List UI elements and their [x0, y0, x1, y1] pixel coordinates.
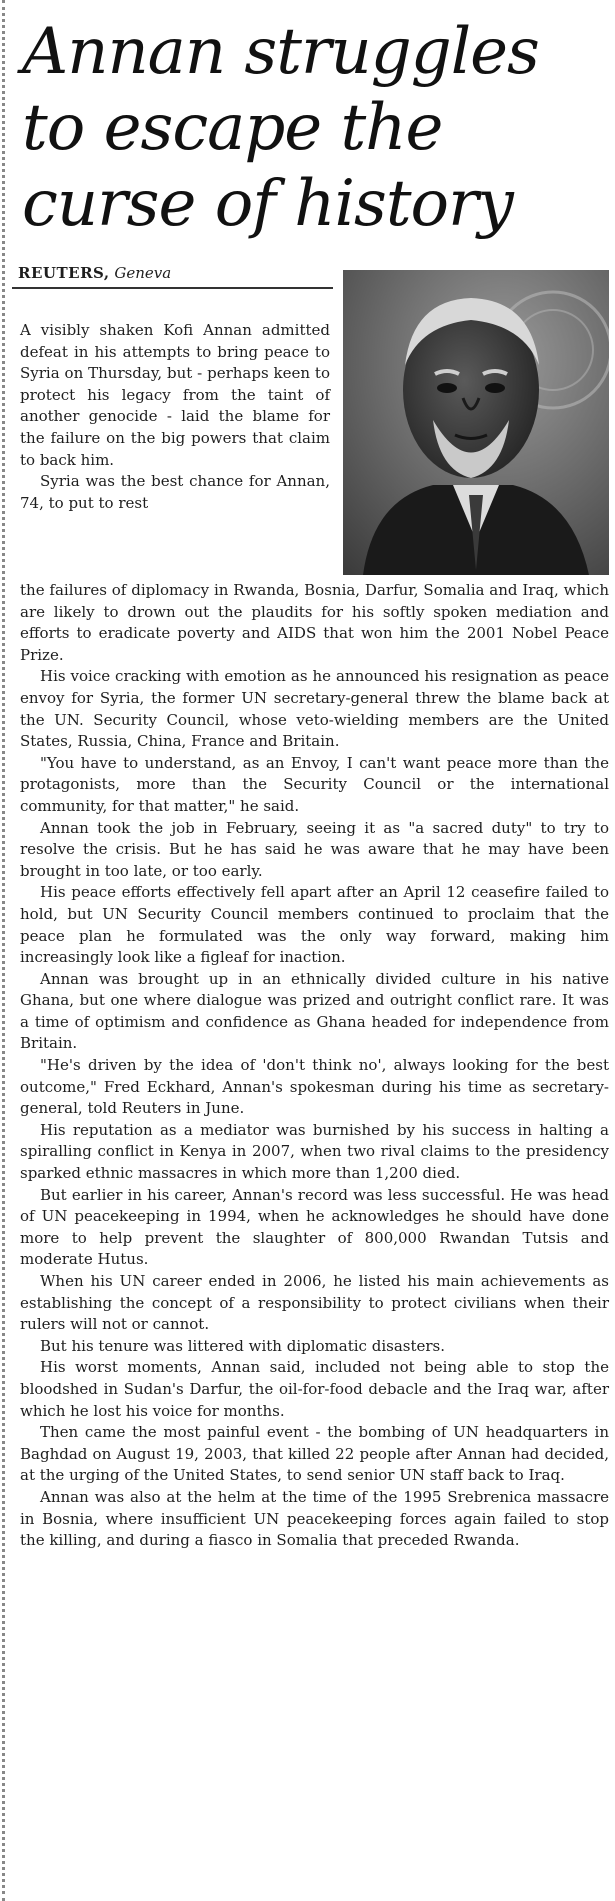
- portrait-illustration: [343, 270, 609, 575]
- byline: [12, 264, 333, 289]
- body-paragraph: His peace efforts effectively fell apart after an April 12 ceasefire failed to hold, but UN Security Council members continued to proclaim that the peace plan he formulated was the only way forward, making him increasingly look like a figleaf for inaction.: [20, 883, 609, 967]
- lead-column: [20, 320, 330, 514]
- news-article: [12, 0, 609, 1550]
- portrait-photo: [343, 270, 609, 575]
- body-paragraph: the failures of diplomacy in Rwanda, Bosnia, Darfur, Somalia and Iraq, which are likely to drown out the plaudits for his softly spoken mediation and efforts to eradicate poverty and AIDS that won him the 2001 Nobel Peace Prize.: [20, 581, 609, 664]
- body-paragraph: His voice cracking with emotion as he announced his resignation as peace envoy for Syria, the former UN secretary-general threw the blame back at the UN. Security Council, whose veto-wielding members are the United States, Russia, China, France and Britain.: [20, 667, 609, 751]
- body-paragraph: Annan was also at the helm at the time of the 1995 Srebrenica massacre in Bosnia, where insufficient UN peacekeeping forces again failed to stop the killing, and during a fiasco in Somalia that preceded Rwanda.: [20, 1487, 609, 1550]
- lead-paragraph: Syria was the best chance for Annan, 74, to put to rest: [20, 472, 330, 512]
- body-paragraph: But his tenure was littered with diplomatic disasters.: [40, 1336, 445, 1355]
- body-paragraph: "You have to understand, as an Envoy, I can't want peace more than the protagonists, more than the Security Council or the international community, for that matter," he said.: [20, 753, 609, 815]
- body-text: [20, 580, 609, 1552]
- clipping-edge: [2, 0, 5, 1901]
- byline-agency: REUTERS,: [18, 264, 110, 282]
- lead-paragraph: A visibly shaken Kofi Annan admitted defeat in his attempts to bring peace to Syria on Thursday, but - perhaps keen to protect his legacy from the taint of another genocide - laid the blame for the failure on the big powers that claim to back him.: [20, 321, 330, 469]
- body-paragraph: "He's driven by the idea of 'don't think no', always looking for the best outcome," Fred Eckhard, Annan's spokesman during his time as secretary-general, told Reuters in June.: [20, 1056, 609, 1118]
- body-paragraph: When his UN career ended in 2006, he listed his main achievements as establishing the concept of a responsibility to protect civilians when their rulers will not or cannot.: [20, 1272, 609, 1334]
- body-paragraph: His reputation as a mediator was burnished by his success in halting a spiralling conflict in Kenya in 2007, when two rival claims to the presidency sparked ethnic massacres in which more than 1,200 died.: [20, 1120, 609, 1183]
- body-paragraph: But earlier in his career, Annan's record was less successful. He was head of UN peacekeeping in 1994, when he acknowledges he should have done more to help prevent the slaughter of 800,000 Rwandan Tutsis and moderate Hutus.: [20, 1185, 609, 1269]
- byline-dateline: Geneva: [114, 264, 172, 282]
- body-paragraph: Then came the most painful event - the bombing of UN headquarters in Baghdad on August 19, 2003, that killed 22 people after Annan had decided, at the urging of the United States, to send senior UN staff back to Iraq.: [20, 1423, 609, 1485]
- body-paragraph: Annan took the job in February, seeing it as "a sacred duty" to try to resolve the crisis. But he has said he was aware that he may have been brought in too late, or too early.: [20, 818, 609, 880]
- headline: Annan struggles to escape the curse of history: [22, 15, 539, 241]
- body-paragraph: His worst moments, Annan said, included not being able to stop the bloodshed in Sudan's Darfur, the oil-for-food debacle and the Iraq war, after which he lost his voice for months.: [20, 1358, 609, 1420]
- body-paragraph: Annan was brought up in an ethnically divided culture in his native Ghana, but one where dialogue was prized and outright conflict rare. It was a time of optimism and confidence as Ghana headed for independence from Britain.: [20, 969, 609, 1053]
